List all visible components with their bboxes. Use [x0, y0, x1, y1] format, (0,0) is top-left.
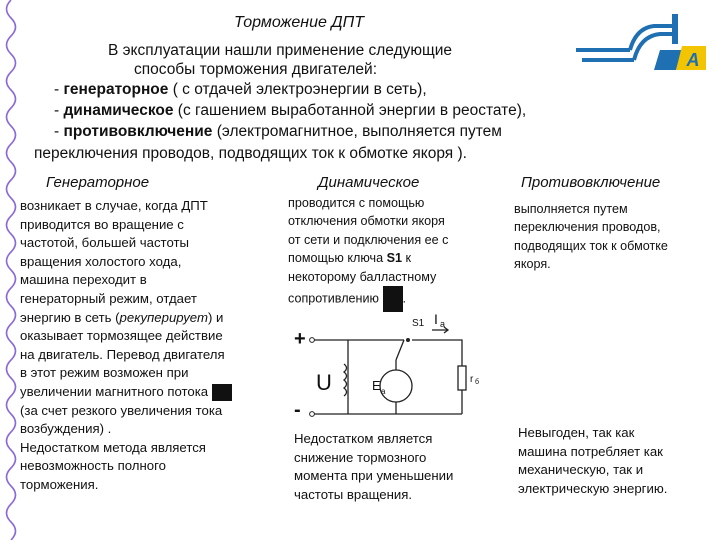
heading-dynamic: Динамическое [318, 174, 420, 191]
current-label: I [434, 311, 438, 327]
emf-label: E [372, 378, 381, 393]
resistor-label: r [470, 374, 474, 385]
dynamic-braking-circuit [284, 300, 496, 428]
intro-line-last: переключения проводов, подводящих ток к обмотке якоря ). [34, 145, 467, 162]
emf-subscript: a [381, 387, 386, 396]
dynamic-text: проводится с помощью отключения обмотки якоря от сети и подключения ее с помощью ключа S1 к некоторому балластному сопротивлению . [288, 194, 448, 312]
intro-item-dynamic: - динамическое (с гашением выработанной энергии в реостате), [54, 102, 527, 119]
plus-terminal: + [294, 328, 306, 350]
minus-terminal: - [294, 399, 301, 421]
generator-text: возникает в случае, когда ДПТ приводится во вращение с частотой, большей частоты вращения холостого хода, машина переходит в генераторный режим, отдает энергию в сеть (рекуперирует) и оказывает тормозящее действие на двигатель. Перевод двигателя в этот режим возможен при увеличении магнитного потока (за счет резкого увеличения тока возбуждения) . Недостатком метода является невозможность полного торможения. [20, 197, 232, 495]
logo [572, 10, 712, 76]
heading-counter: Противовключение [521, 174, 661, 191]
current-subscript: a [440, 319, 446, 329]
intro-item-counter: - противовключение (электромагнитное, выполняется путем [54, 123, 502, 140]
dynamic-disadvantage: Недостатком является снижение тормозного момента при уменьшении частоты вращения. [294, 431, 454, 502]
switch-label: S1 [412, 318, 425, 329]
voltage-label: U [316, 370, 332, 395]
intro-line-1: В эксплуатации нашли применение следующие [108, 42, 453, 59]
counter-text: выполняется путем переключения проводов, подводящих ток к обмотке якоря. [514, 202, 668, 272]
counter-drawback: Невыгоден, так как машина потребляет как механическую, так и электрическую энергию. [518, 425, 668, 496]
heading-generator: Генераторное [46, 174, 150, 191]
formula-placeholder [212, 384, 232, 401]
spiral-binding [0, 0, 22, 540]
resistor-subscript: б [475, 379, 480, 386]
intro-line-2: способы торможения двигателей: [134, 61, 377, 78]
logo-letter: А [686, 50, 700, 70]
intro-item-generator: - генераторное ( с отдачей электроэнергии в сеть), [54, 81, 427, 98]
slide-title: Торможение ДПТ [234, 14, 364, 31]
